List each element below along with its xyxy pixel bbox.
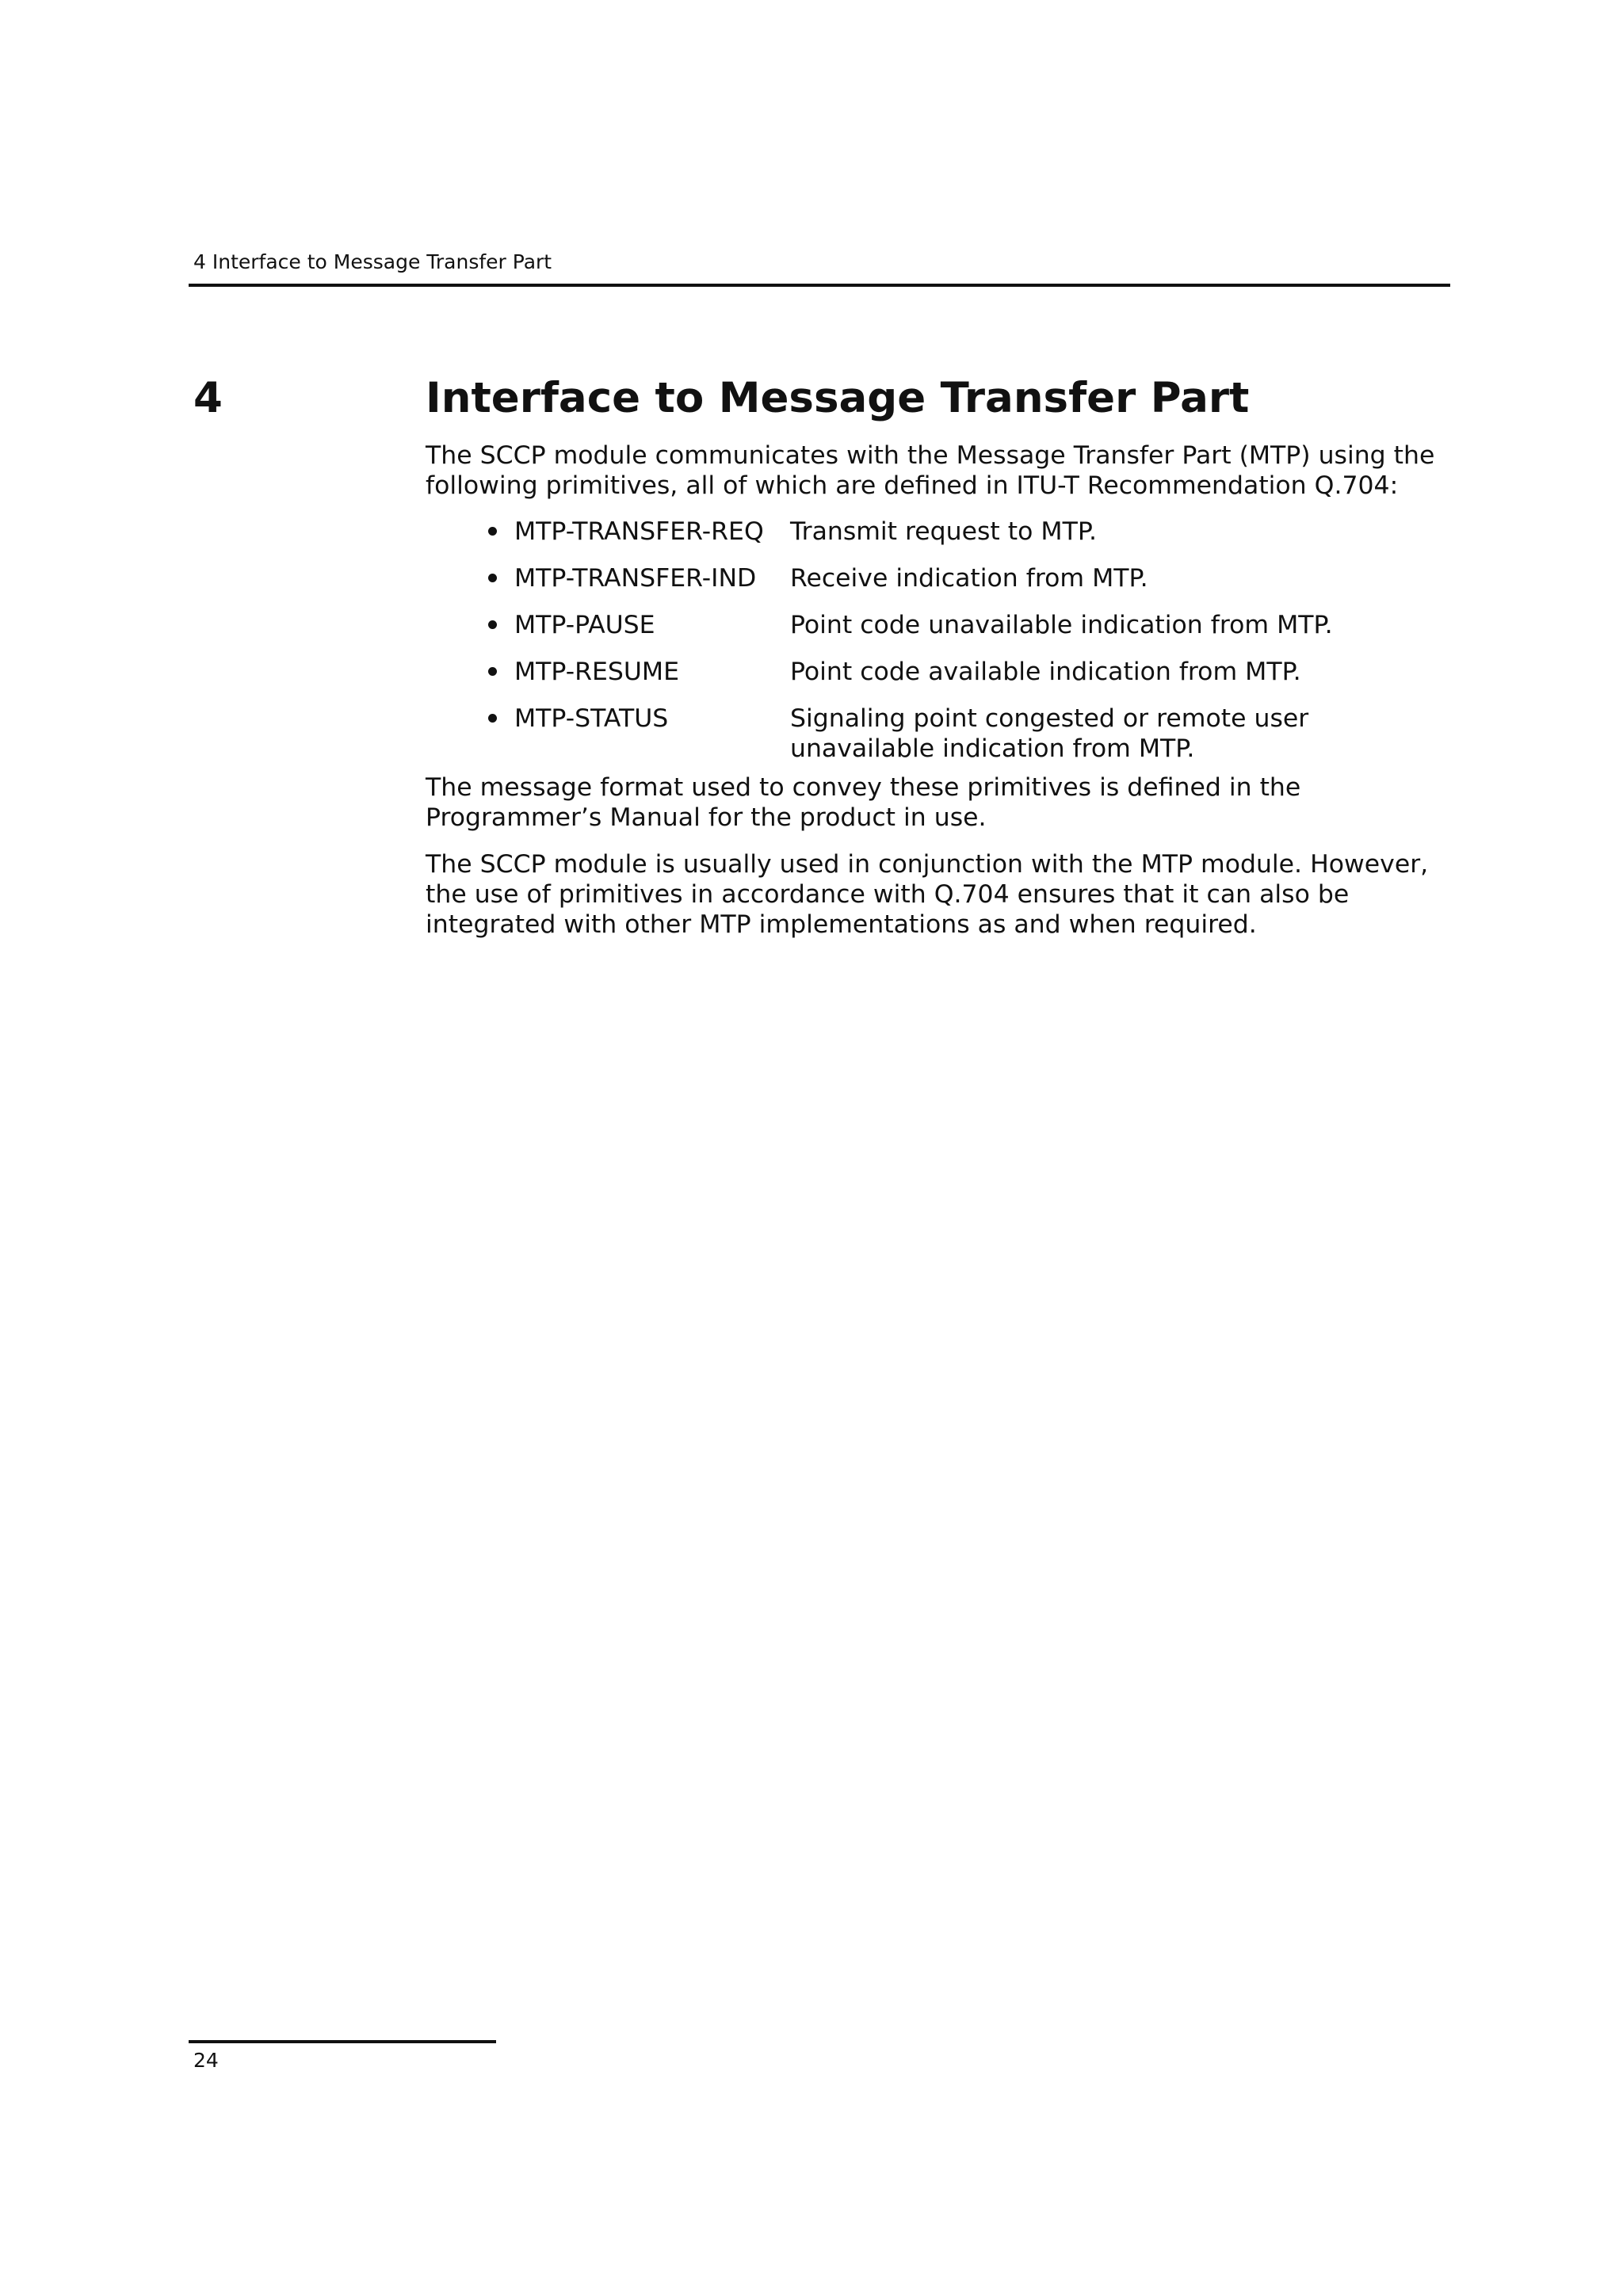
running-header: 4 Interface to Message Transfer Part	[193, 250, 552, 273]
primitive-name: MTP-TRANSFER-REQ	[514, 517, 764, 546]
intro-paragraph: The SCCP module communicates with the Message Transfer Part (MTP) using the following primitives, all of which are defined in ITU-T Recommendation Q.704:	[426, 441, 1435, 500]
chapter-title: Interface to Message Transfer Part	[426, 374, 1250, 422]
usage-paragraph: The SCCP module is usually used in conjunction with the MTP module. However, the use of primitives in accordance with Q.704 ensures that it can also be integrated with other MTP implementations as and when required.	[426, 850, 1429, 939]
header-rule	[189, 284, 1450, 287]
primitive-description: Transmit request to MTP.	[790, 517, 1097, 546]
primitive-name: MTP-STATUS	[514, 704, 669, 733]
primitive-description: Point code unavailable indication from MTP.	[790, 611, 1333, 639]
primitive-name: MTP-RESUME	[514, 658, 680, 686]
chapter-number: 4	[193, 374, 223, 422]
bullet-icon	[426, 657, 514, 687]
primitive-description: Receive indication from MTP.	[790, 564, 1148, 593]
page-number: 24	[193, 2049, 219, 2072]
footer-rule	[189, 2040, 496, 2043]
list-item	[426, 657, 1456, 687]
primitive-name: MTP-PAUSE	[514, 611, 655, 639]
bullet-icon	[426, 563, 514, 593]
list-item	[426, 517, 1456, 547]
list-item	[426, 704, 1456, 764]
primitive-description: Signaling point congested or remote user unavailable indication from MTP.	[790, 704, 1309, 763]
bullet-icon	[426, 517, 514, 547]
bullet-icon	[426, 610, 514, 640]
list-item	[426, 610, 1456, 640]
list-item	[426, 563, 1456, 593]
bullet-icon	[426, 704, 514, 764]
primitive-list	[426, 517, 1456, 780]
primitive-description: Point code available indication from MTP.	[790, 658, 1301, 686]
message-format-paragraph: The message format used to convey these primitives is defined in the Programmer’s Manual for the product in use.	[426, 773, 1301, 832]
primitive-name: MTP-TRANSFER-IND	[514, 564, 757, 593]
